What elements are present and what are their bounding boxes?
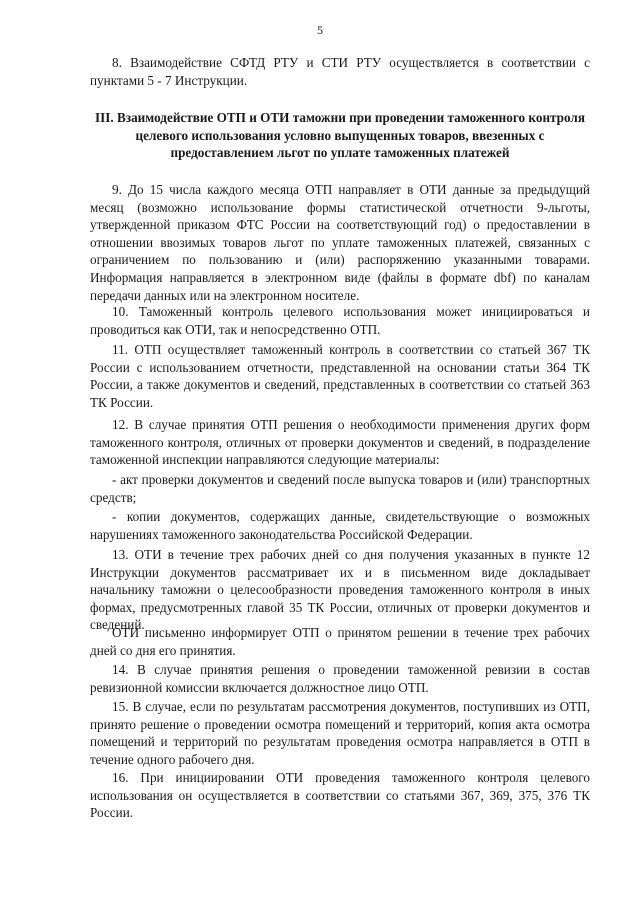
page-number: 5 — [317, 23, 323, 37]
paragraph-text: 15. В случае, если по результатам рассмотрения документов, поступивших из ОТП, принято решение о проведении осмотра помещений и территорий, копия акта осмотра помещений и территорий по результатам проведения осмотра направляется в ОТП в течение одного рабочего дня. — [90, 699, 590, 767]
list-item: - акт проверки документов и сведений после выпуска товаров и (или) транспортных средств; — [90, 472, 590, 505]
paragraph-text: 13. ОТИ в течение трех рабочих дней со дня получения указанных в пункте 12 Инструкции документов рассматривает их и в письменном виде докладывает начальнику таможни о целесообразности проведения таможенного контроля в иных формах, предусмотренных главой 35 ТК России, отличных от проверки документов и сведений. — [90, 547, 590, 633]
paragraph-text: ОТИ письменно информирует ОТП о принятом решении в течение трех рабочих дней со дня его принятия. — [90, 625, 590, 658]
paragraph-12-item-2 — [90, 508, 590, 543]
paragraph-text: 16. При инициировании ОТИ проведения таможенного контроля целевого использования он осуществляется в соответствии со статьями 367, 369, 375, 376 ТК России. — [90, 770, 590, 821]
paragraph-text: 14. В случае принятия решения о проведении таможенной ревизии в состав ревизионной комиссии включается должностное лицо ОТП. — [90, 662, 590, 695]
paragraph-10 — [90, 303, 590, 338]
paragraph-15 — [90, 698, 590, 768]
paragraph-text: 8. Взаимодействие СФТД РТУ и СТИ РТУ осуществляется в соответствии с пунктами 5 - 7 Инструкции. — [90, 55, 590, 88]
paragraph-text: 10. Таможенный контроль целевого использования может инициироваться и проводиться как ОТИ, так и непосредственно ОТП. — [90, 304, 590, 337]
paragraph-9 — [90, 181, 590, 304]
paragraph-text: 9. До 15 числа каждого месяца ОТП направляет в ОТИ данные за предыдущий месяц (возможно использование формы статистической отчетности 9-льготы, утвержденной приказом ФТС России на соответствующий год) о предоставлении в отношении ввозимых товаров льгот по уплате таможенных платежей, связанных с ограничением по пользованию и (или) распоряжению указанными товарами. Информация направляется в электронном виде (файлы в формате dbf) по каналам передачи данных или на электронном носителе. — [90, 182, 590, 303]
paragraph-13 — [90, 546, 590, 634]
paragraph-8 — [90, 54, 590, 89]
paragraph-13-continued — [90, 624, 590, 659]
paragraph-12 — [90, 416, 590, 469]
section-heading — [90, 109, 590, 162]
section-title: III. Взаимодействие ОТП и ОТИ таможни при проведении таможенного контроля целевого использования условно выпущенных товаров, ввезенных с предоставлением льгот по уплате таможенных платежей — [95, 110, 585, 161]
paragraph-12-item-1 — [90, 471, 590, 506]
paragraph-11 — [90, 341, 590, 411]
paragraph-16 — [90, 769, 590, 822]
list-item: - копии документов, содержащих данные, свидетельствующие о возможных нарушениях таможенного законодательства Российской Федерации. — [90, 509, 590, 542]
paragraph-text: 12. В случае принятия ОТП решения о необходимости применения других форм таможенного контроля, отличных от проверки документов и сведений, в подразделение таможенной инспекции направляются следующие материалы: — [90, 417, 590, 468]
paragraph-text: 11. ОТП осуществляет таможенный контроль в соответствии со статьей 367 ТК России с использованием отчетности, представленной на основании статьи 364 ТК России, а также документов и сведений, представленных в соответствии со статьей 363 ТК России. — [90, 342, 590, 410]
paragraph-14 — [90, 661, 590, 696]
